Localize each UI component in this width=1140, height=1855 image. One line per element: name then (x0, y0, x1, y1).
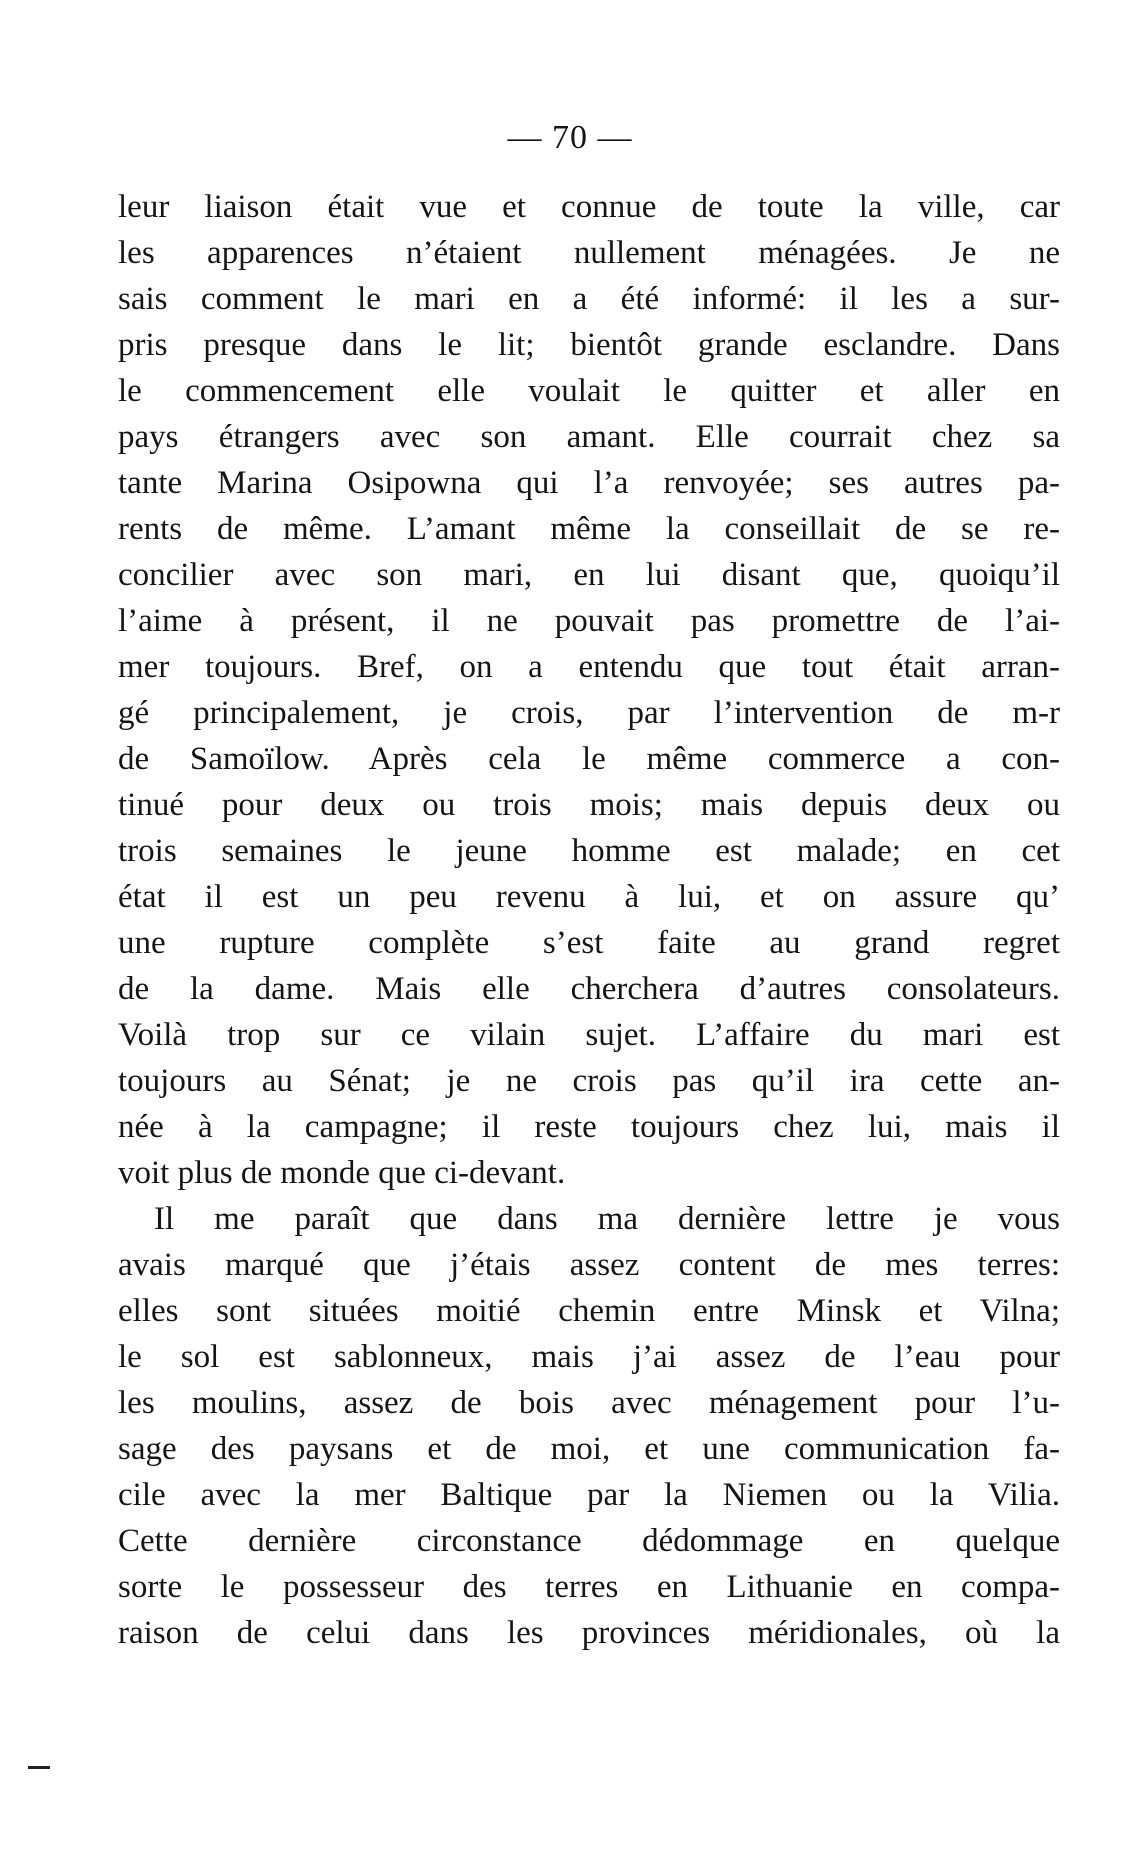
margin-mark (28, 1766, 50, 1769)
text-line: de la dame. Mais elle cherchera d’autres consolateurs. (118, 971, 1060, 1007)
text-line: cile avec la mer Baltique par la Niemen ou la Vilia. (118, 1477, 1060, 1513)
text-line: mer toujours. Bref, on a entendu que tout était arran- (118, 649, 1060, 685)
text-line: pris presque dans le lit; bientôt grande esclandre. Dans (118, 327, 1060, 363)
text-line: voit plus de monde que ci-devant. (118, 1155, 566, 1191)
text-line: tante Marina Osipowna qui l’a renvoyée; ses autres pa- (118, 465, 1060, 501)
text-line: Cette dernière circonstance dédommage en quelque (118, 1523, 1060, 1559)
text-line: raison de celui dans les provinces méridionales, où la (118, 1615, 1060, 1651)
text-line: avais marqué que j’étais assez content de mes terres: (118, 1247, 1060, 1283)
text-line: état il est un peu revenu à lui, et on assure qu’ (118, 879, 1060, 915)
page-number: — 70 — (507, 119, 633, 156)
text-line: le sol est sablonneux, mais j’ai assez de l’eau pour (118, 1339, 1060, 1375)
text-line: tinué pour deux ou trois mois; mais depuis deux ou (118, 787, 1060, 823)
text-line: le commencement elle voulait le quitter et aller en (118, 373, 1060, 409)
text-line: sais comment le mari en a été informé: il les a sur- (118, 281, 1060, 317)
text-line: une rupture complète s’est faite au grand regret (118, 925, 1060, 961)
text-line: les apparences n’étaient nullement ménagées. Je ne (118, 235, 1060, 271)
text-line: sage des paysans et de moi, et une communication fa- (118, 1431, 1060, 1467)
paragraph-1 (118, 184, 1060, 1196)
text-line: toujours au Sénat; je ne crois pas qu’il ira cette an- (118, 1063, 1060, 1099)
text-line: sorte le possesseur des terres en Lithuanie en compa- (118, 1569, 1060, 1605)
text-line: Voilà trop sur ce vilain sujet. L’affaire du mari est (118, 1017, 1060, 1053)
text-line: les moulins, assez de bois avec ménagement pour l’u- (118, 1385, 1060, 1421)
text-line: elles sont situées moitié chemin entre Minsk et Vilna; (118, 1293, 1060, 1329)
body-text (118, 184, 1060, 1656)
paragraph-2 (118, 1196, 1060, 1656)
text-line: trois semaines le jeune homme est malade; en cet (118, 833, 1060, 869)
text-line: rents de même. L’amant même la conseillait de se re- (118, 511, 1060, 547)
text-line: Il me paraît que dans ma dernière lettre je vous (154, 1201, 1060, 1237)
text-line: pays étrangers avec son amant. Elle courrait chez sa (118, 419, 1060, 455)
text-line: l’aime à présent, il ne pouvait pas promettre de l’ai- (118, 603, 1060, 639)
text-line: leur liaison était vue et connue de toute la ville, car (118, 189, 1060, 225)
text-line: concilier avec son mari, en lui disant que, quoiqu’il (118, 557, 1060, 593)
text-line: née à la campagne; il reste toujours chez lui, mais il (118, 1109, 1060, 1145)
text-line: gé principalement, je crois, par l’intervention de m-r (118, 695, 1060, 731)
text-line: de Samoïlow. Après cela le même commerce a con- (118, 741, 1060, 777)
